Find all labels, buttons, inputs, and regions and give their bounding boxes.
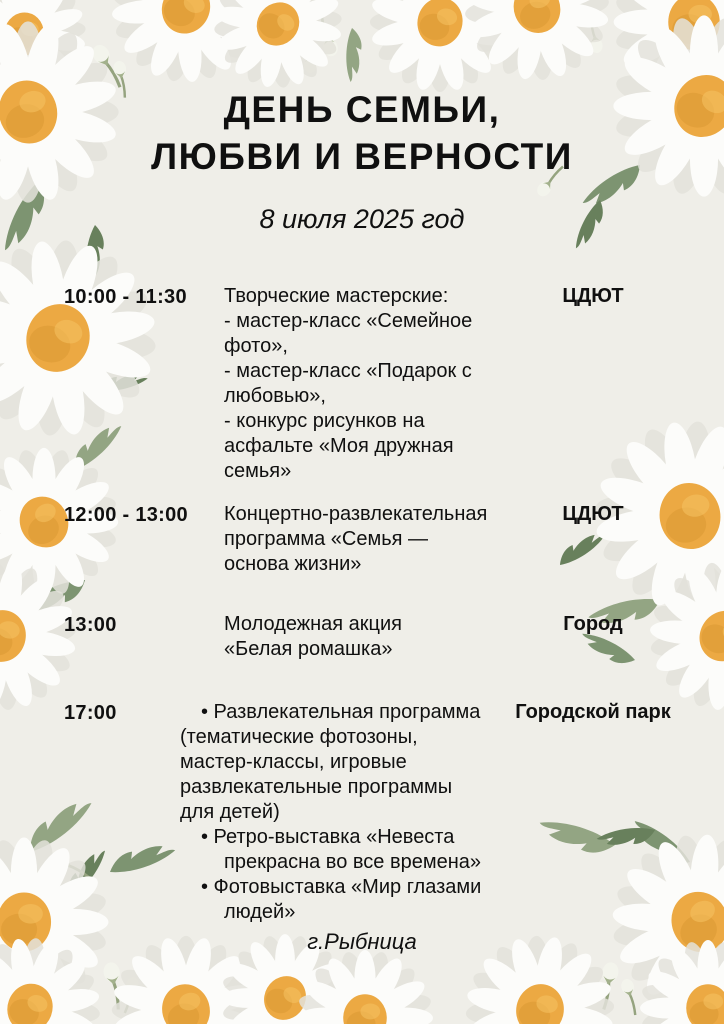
title-line-2: ЛЮБВИ И ВЕРНОСТИ — [151, 136, 573, 177]
description-line: Творческие мастерские: — [224, 285, 449, 307]
event-time: 10:00 - 11:30 — [64, 286, 187, 308]
event-time: 17:00 — [64, 702, 117, 724]
description-line: прекрасна во все времена» — [224, 851, 481, 873]
description-line: - мастер-класс «Семейное — [224, 310, 473, 332]
description-line: - мастер-класс «Подарок с — [224, 360, 472, 382]
description-line: мастер-классы, игровые — [180, 751, 407, 773]
title-line-1: ДЕНЬ СЕМЬИ, — [223, 89, 501, 130]
description-line: семья» — [224, 460, 292, 482]
description-line: • Фотовыставка «Мир глазами — [201, 876, 482, 898]
description-line: (тематические фотозоны, — [180, 726, 418, 748]
event-date: 8 июля 2025 год — [259, 204, 465, 234]
event-location: ЦДЮТ — [562, 285, 624, 307]
event-location: Городской парк — [515, 701, 671, 723]
event-time: 12:00 - 13:00 — [64, 504, 188, 526]
description-line: для детей) — [180, 801, 280, 823]
description-line: «Белая ромашка» — [224, 638, 393, 660]
city-label: г.Рыбница — [307, 929, 417, 954]
description-line: • Развлекательная программа — [201, 701, 481, 723]
event-description — [180, 502, 515, 577]
description-line: людей» — [224, 901, 296, 923]
description-line: Молодежная акция — [224, 613, 402, 635]
description-line: развлекательные программы — [180, 776, 453, 798]
description-line: основа жизни» — [224, 553, 362, 575]
description-line: фото», — [224, 335, 288, 357]
description-line: Концертно-развлекательная — [224, 503, 488, 525]
event-time: 13:00 — [64, 614, 117, 636]
description-line: - конкурс рисунков на — [224, 410, 425, 432]
event-location: ЦДЮТ — [562, 503, 624, 525]
event-description — [180, 612, 515, 662]
event-description — [180, 700, 515, 925]
description-line: асфальте «Моя дружная — [224, 435, 454, 457]
description-line: любовью», — [224, 385, 326, 407]
event-location: Город — [563, 613, 623, 635]
event-description — [180, 284, 515, 484]
description-line: программа «Семья — — [224, 528, 429, 550]
description-line: • Ретро-выставка «Невеста — [201, 826, 455, 848]
